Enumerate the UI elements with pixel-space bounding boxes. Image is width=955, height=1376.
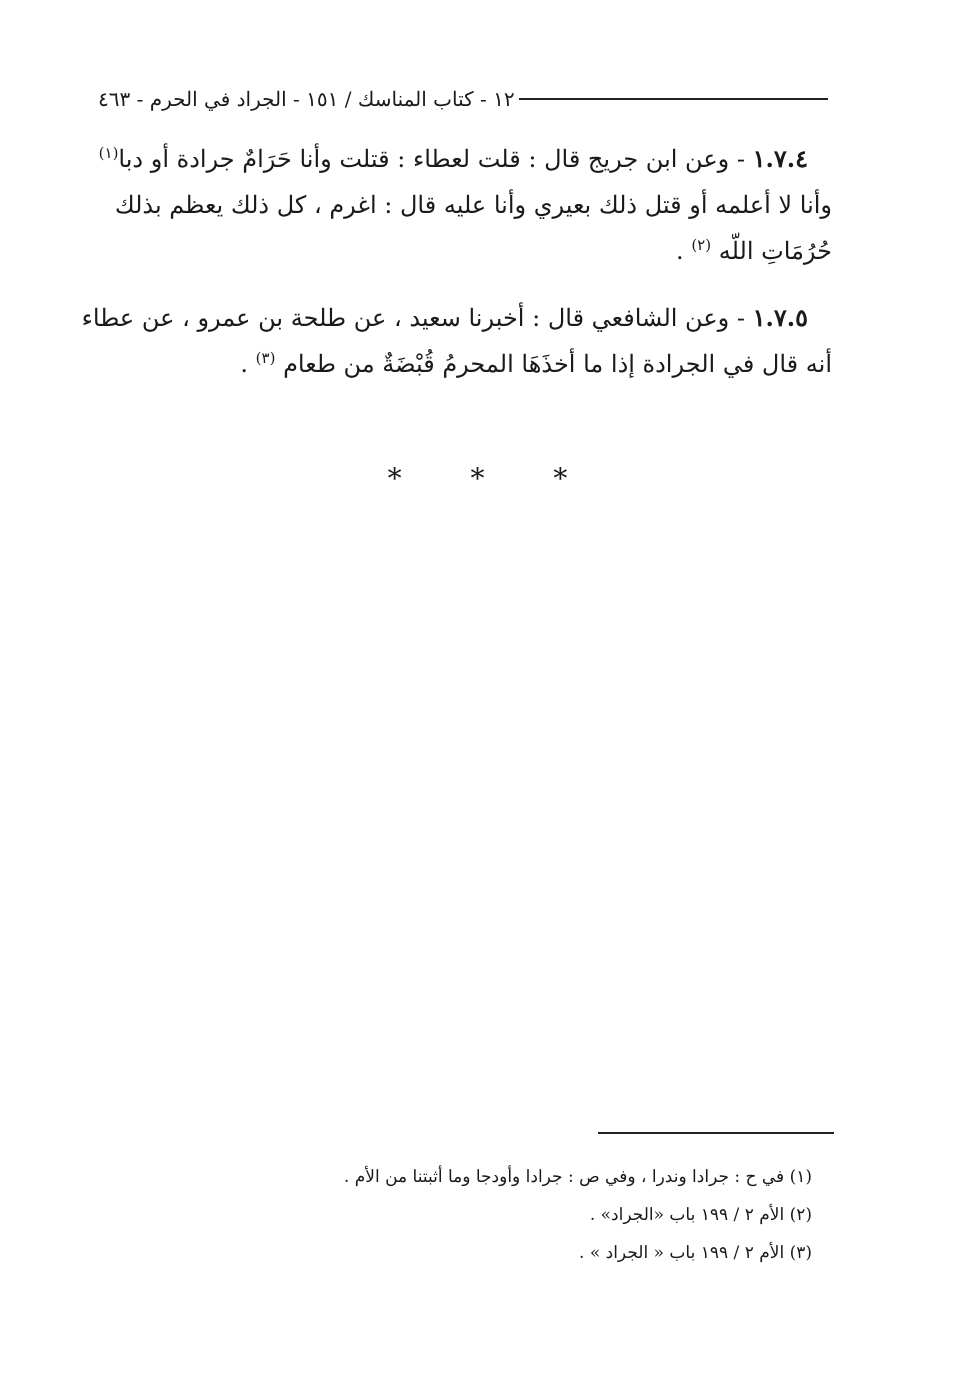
header-rule: [519, 98, 828, 100]
paragraph-line: [80, 341, 832, 387]
paragraph-2: [80, 295, 832, 387]
paragraph-end: .: [240, 350, 248, 378]
footnote-marker: (٢): [691, 236, 712, 254]
footnote-3: (٣) الأم ٢ / ١٩٩ باب « الجراد » .: [579, 1243, 812, 1263]
paragraph-text: - وعن ابن جريج قال : قلت لعطاء : قتلت وأنا حَرَامٌ جرادة أو دبا: [118, 145, 745, 173]
paragraph-text: أنه قال في الجرادة إذا ما أخذَهَا المحرمُ قُبْضَةٌ من طعام: [283, 350, 832, 378]
paragraph-line: [80, 182, 832, 228]
running-header: [88, 84, 828, 114]
paragraph-number: ١.٧.٥: [752, 303, 808, 332]
footnote-rule: [598, 1132, 834, 1134]
paragraph-line: [80, 136, 832, 182]
section-separator: [0, 462, 955, 495]
asterisk-glyph: *: [470, 462, 485, 495]
paragraph-number: ١.٧.٤: [752, 144, 808, 173]
paragraph-end: .: [676, 237, 684, 265]
footnote-marker: (٣): [255, 349, 276, 367]
paragraph-text: وأنا لا أعلمه أو قتل ذلك بعيري وأنا عليه قال : اغرم ، كل ذلك يعظم بذلك: [114, 191, 832, 219]
footnotes: [200, 1158, 812, 1272]
header-title: ١٢ - كتاب المناسك / ١٥١ - الجراد في الحرم - ٤٦٣: [98, 87, 515, 111]
asterisk-glyph: *: [553, 462, 568, 495]
footnote-1: (١) في ح : جرادا وندرا ، وفي ص : جرادا وأودجا وما أثبتنا من الأم .: [343, 1167, 812, 1187]
paragraph-text: - وعن الشافعي قال : أخبرنا سعيد ، عن طلحة بن عمرو ، عن عطاء: [81, 304, 745, 332]
footnote-2: (٢) الأم ٢ / ١٩٩ باب «الجراد» .: [589, 1205, 812, 1225]
paragraph-text: حُرُمَاتِ اللّه: [718, 237, 832, 265]
paragraph-line: [80, 295, 832, 341]
paragraph-1: [80, 136, 832, 274]
footnote-marker: (١): [98, 144, 119, 162]
paragraph-line: [80, 228, 832, 274]
asterisk-glyph: *: [387, 462, 402, 495]
